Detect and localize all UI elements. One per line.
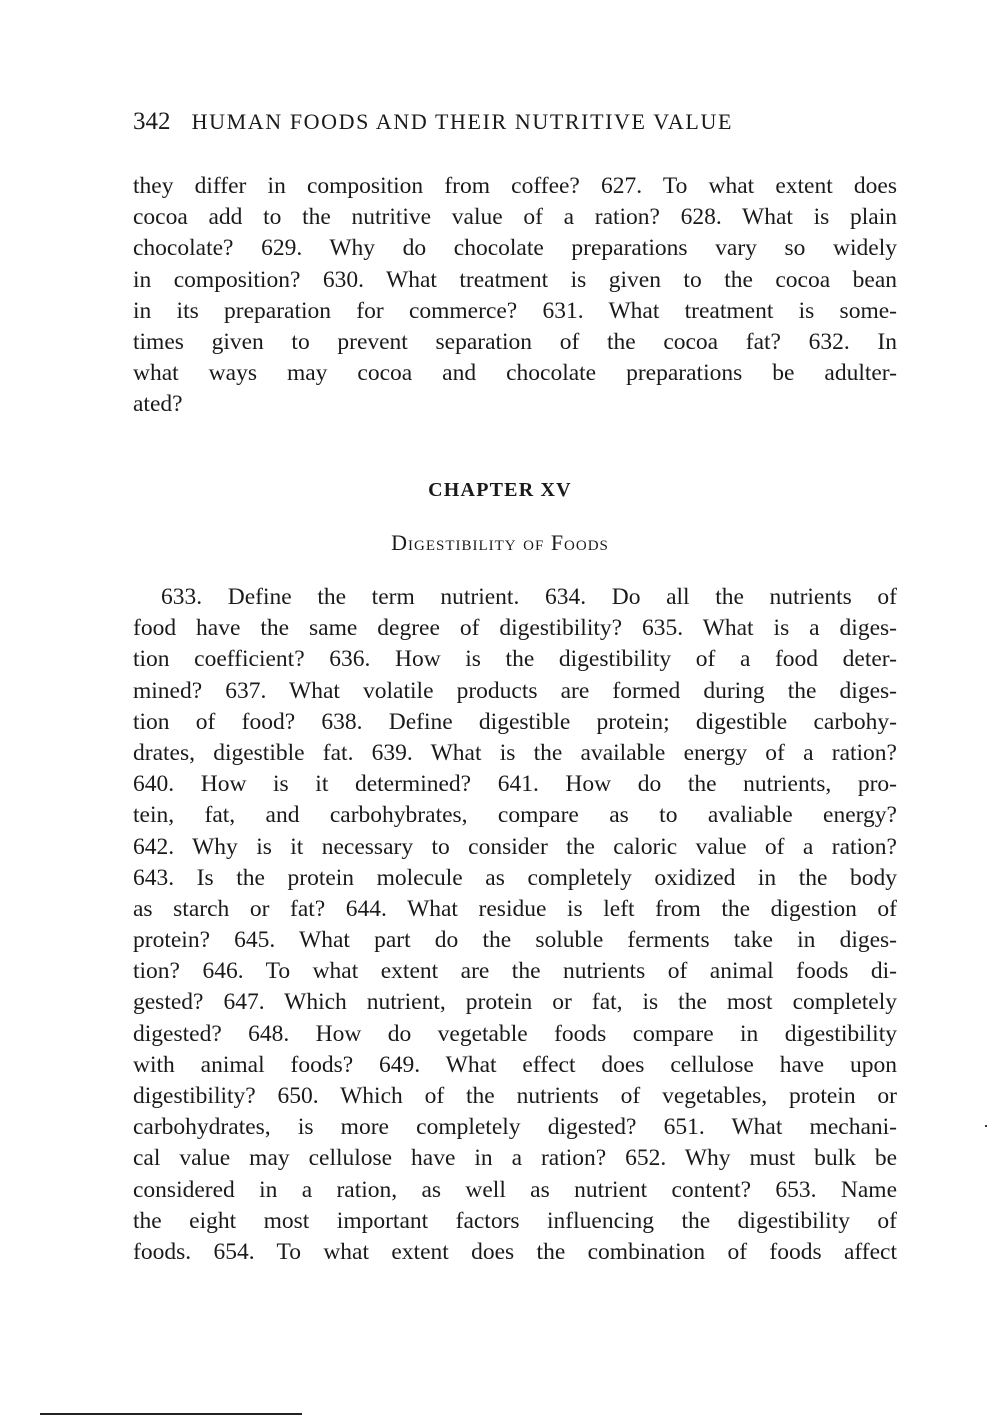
running-head xyxy=(133,108,733,136)
text-line: mined? 637. What volatile products are formed during the diges- xyxy=(133,677,897,704)
chapter-heading: CHAPTER XV xyxy=(428,479,572,501)
text-line: digestibility? 650. Which of the nutrients of vegetables, protein or xyxy=(133,1083,897,1109)
text-line: 643. Is the protein molecule as completely oxidized in the body xyxy=(133,864,897,891)
text-line: ated? xyxy=(133,391,183,418)
text-line: 633. Define the term nutrient. 634. Do all the nutrients of xyxy=(161,584,897,610)
chapter-paragraph xyxy=(133,582,897,1268)
text-line: the eight most important factors influencing the digestibility of xyxy=(133,1207,897,1234)
text-line: as starch or fat? 644. What residue is left from the digestion of xyxy=(133,895,897,922)
text-line: tein, fat, and carbohybrates, compare as to avaliable energy? xyxy=(133,802,897,829)
text-line: protein? 645. What part do the soluble ferments take in diges- xyxy=(133,927,897,954)
text-line: gested? 647. Which nutrient, protein or fat, is the most completely xyxy=(133,989,897,1016)
text-line: 640. How is it determined? 641. How do the nutrients, pro- xyxy=(133,771,897,798)
text-line: considered in a ration, as well as nutrient content? 653. Name xyxy=(133,1176,897,1203)
text-line: tion of food? 638. Define digestible protein; digestible carbohy- xyxy=(133,708,897,735)
text-line: drates, digestible fat. 639. What is the available energy of a ration? xyxy=(133,739,897,766)
scan-speck xyxy=(985,1125,987,1127)
running-title: HUMAN FOODS AND THEIR NUTRITIVE VALUE xyxy=(191,109,733,134)
text-line: digested? 648. How do vegetable foods compare in digestibility xyxy=(133,1020,897,1047)
text-line: they differ in composition from coffee? 627. To what extent does xyxy=(133,173,897,199)
text-line: food have the same degree of digestibility? 635. What is a diges- xyxy=(133,615,897,642)
footer-rule xyxy=(40,1413,302,1415)
text-line: in composition? 630. What treatment is given to the cocoa bean xyxy=(133,266,897,293)
continuation-paragraph xyxy=(133,171,897,421)
text-line: carbohydrates, is more completely digested? 651. What mechani- xyxy=(133,1114,897,1141)
page-number: 342 xyxy=(133,108,171,135)
text-line: with animal foods? 649. What effect does cellulose have upon xyxy=(133,1051,897,1078)
text-line: times given to prevent separation of the cocoa fat? 632. In xyxy=(133,328,897,355)
text-line: tion? 646. To what extent are the nutrients of animal foods di- xyxy=(133,958,897,985)
text-line: what ways may cocoa and chocolate preparations be adulter- xyxy=(133,360,897,387)
text-line: chocolate? 629. Why do chocolate preparations vary so widely xyxy=(133,235,897,262)
text-line: tion coefficient? 636. How is the digestibility of a food deter- xyxy=(133,646,897,673)
chapter-subtitle: Digestibility of Foods xyxy=(391,530,609,555)
text-line: 642. Why is it necessary to consider the caloric value of a ration? xyxy=(133,833,897,860)
text-line: foods. 654. To what extent does the combination of foods affect xyxy=(133,1238,897,1265)
text-line: cocoa add to the nutritive value of a ration? 628. What is plain xyxy=(133,204,897,231)
text-line: in its preparation for commerce? 631. What treatment is some- xyxy=(133,297,897,324)
text-line: cal value may cellulose have in a ration? 652. Why must bulk be xyxy=(133,1145,897,1172)
